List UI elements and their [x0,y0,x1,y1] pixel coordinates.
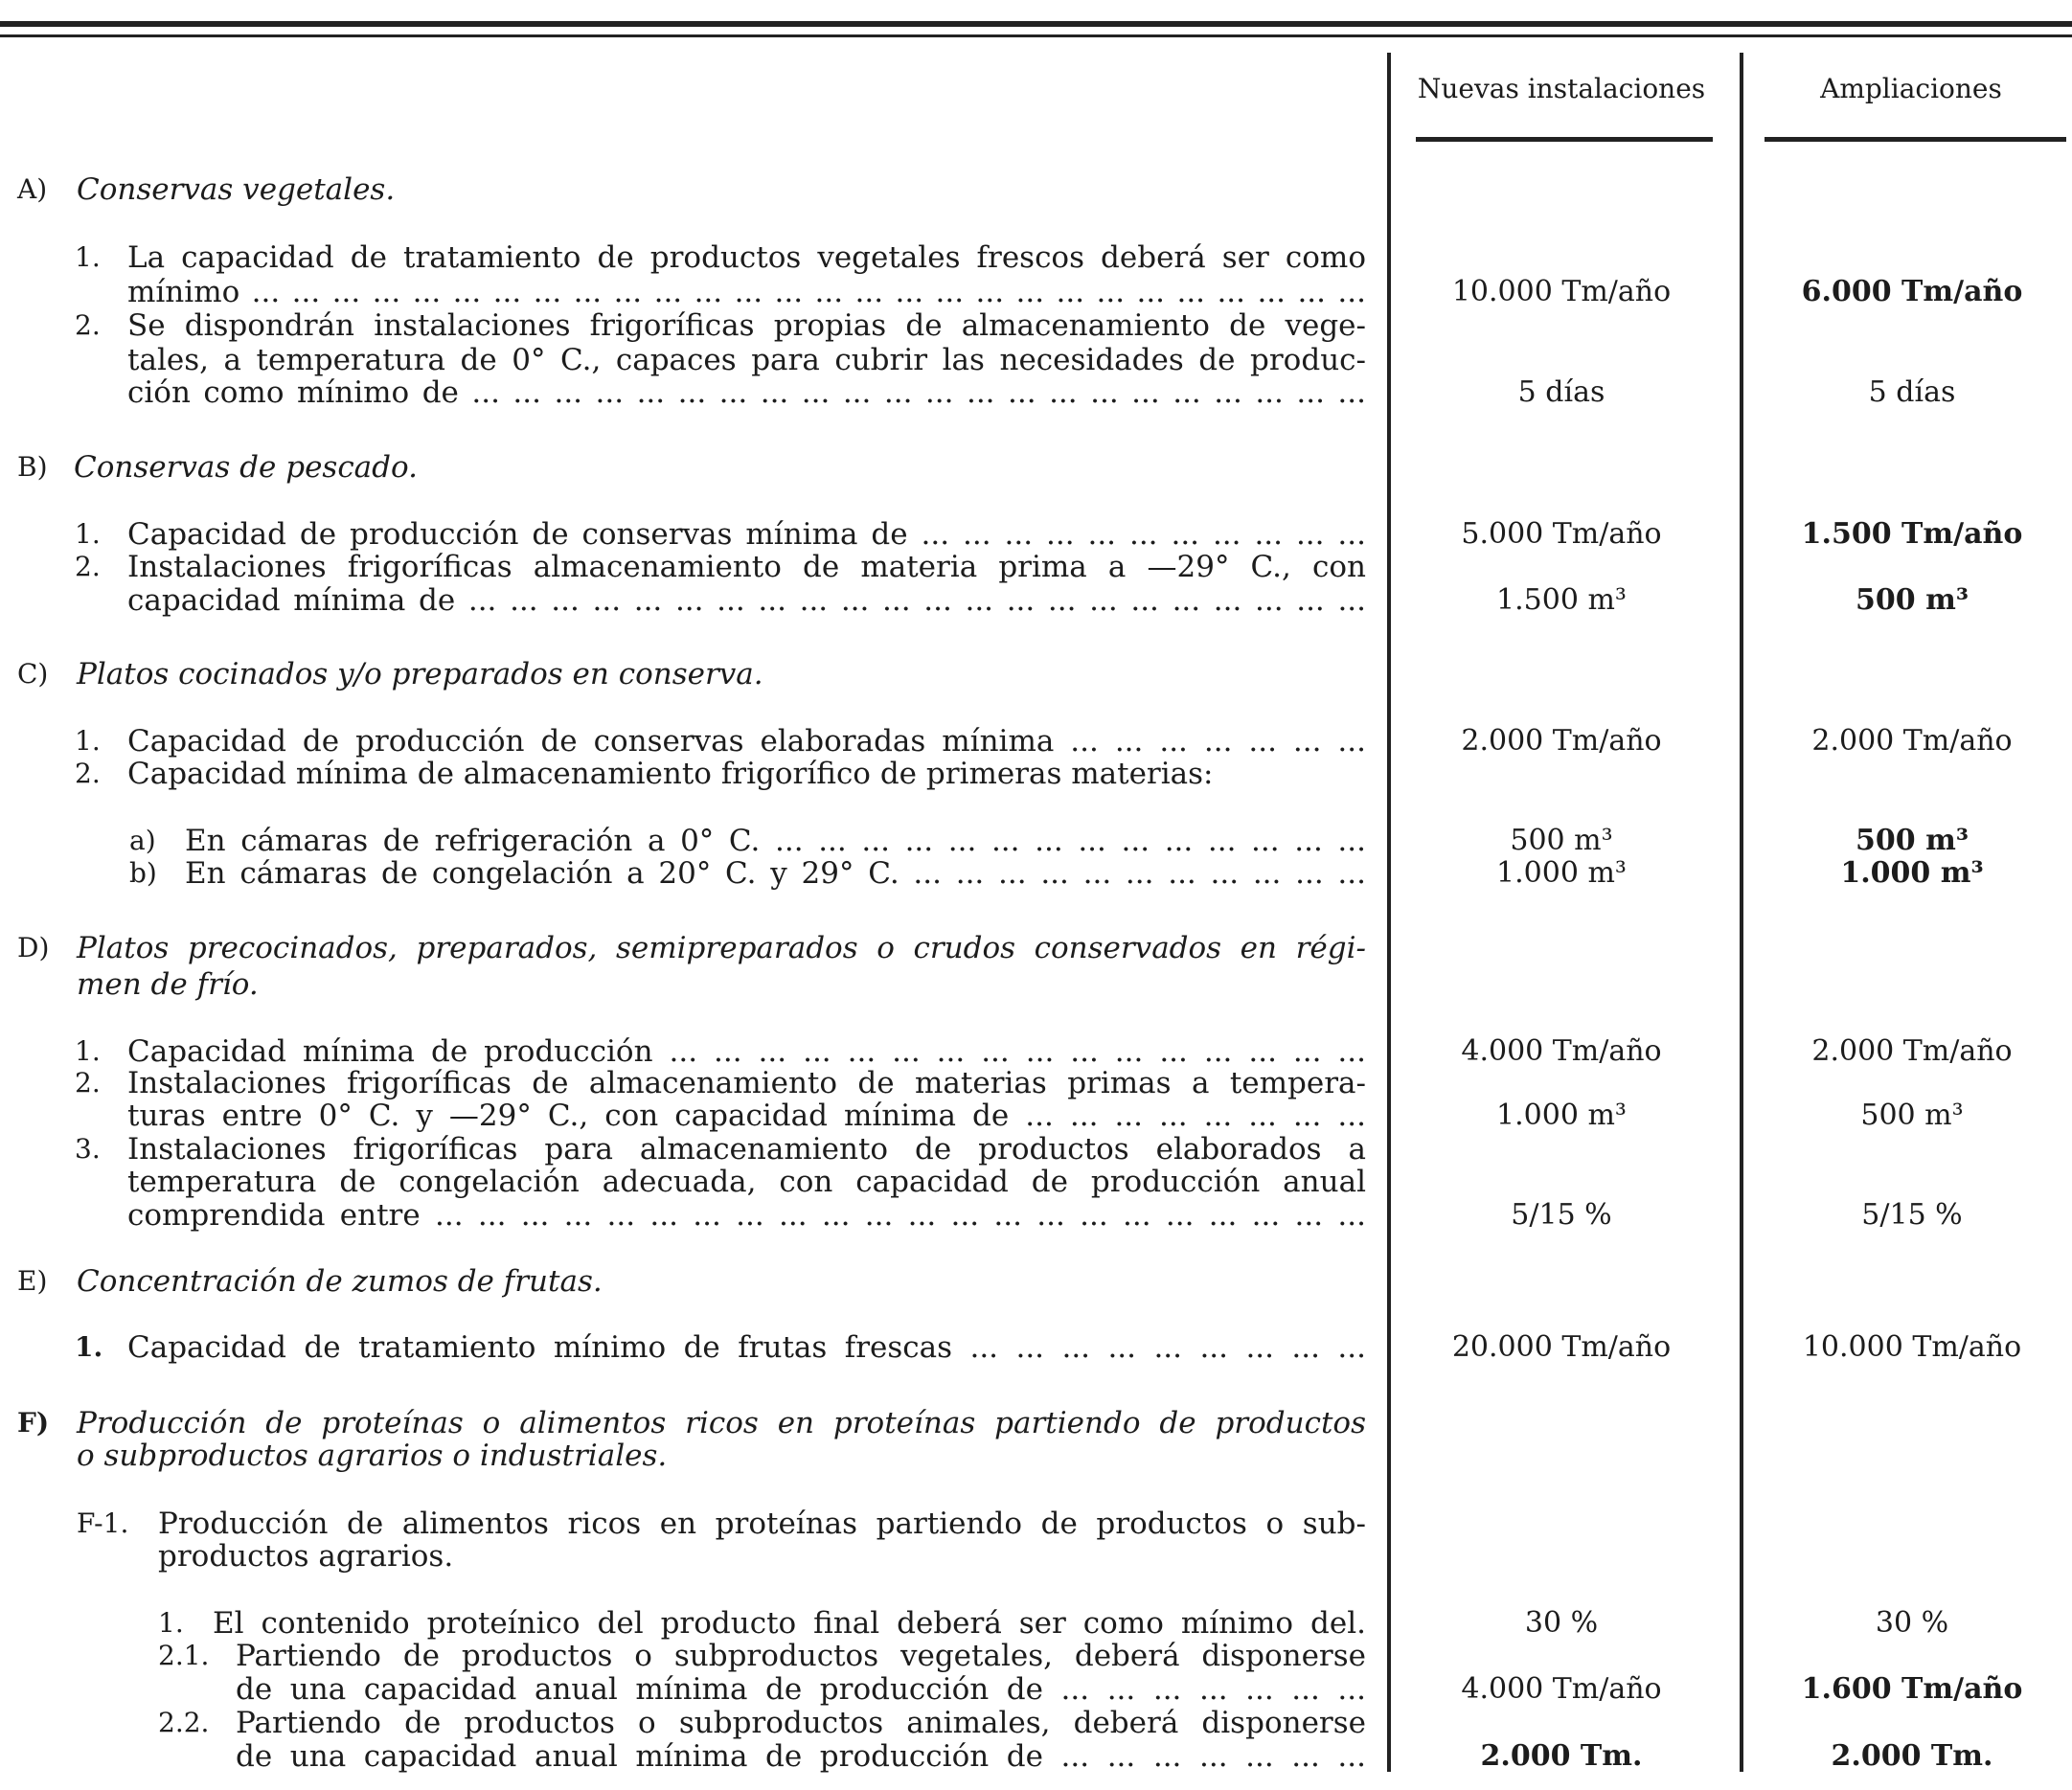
f1-1-number: 1. [158,1607,184,1639]
c2-line1: Capacidad mínima de almacenamiento frigorífico de primeras materias: [127,757,1214,791]
c2b-nuevas-value: 1.000 m³ [1496,856,1627,890]
section-c-letter: C) [17,658,49,690]
f1-21-line1: Partiendo de productos o subproductos vegetales, deberá disponerse [236,1639,1366,1673]
c2b-line1: En cámaras de congelación a 20° C. y 29° C. ... ... ... ... ... ... ... ... ... ... ... [185,856,1366,891]
d3-nuevas-value: 5/15 % [1511,1198,1612,1232]
e1-line1: Capacidad de tratamiento mínimo de frutas frescas ... ... ... ... ... ... ... ... ... [127,1330,1366,1365]
b1-nuevas-value: 5.000 Tm/año [1461,517,1662,551]
d3-line1: Instalaciones frigoríficas para almacenamiento de productos elaborados a [127,1132,1366,1167]
section-f-letter: F) [17,1407,50,1439]
c2a-line1: En cámaras de refrigeración a 0° C. ... ... ... ... ... ... ... ... ... ... ... ... ... ... [185,824,1366,858]
a2-ampliaciones-value: 5 días [1868,375,1956,409]
c2a-ampliaciones-value: 500 m³ [1856,824,1969,857]
f1-21-number: 2.1. [158,1640,210,1671]
section-e-title: Concentración de zumos de frutas. [77,1264,603,1299]
d1-ampliaciones-value: 2.000 Tm/año [1811,1034,2013,1068]
section-f-title-line1: Producción de proteínas o alimentos ricos en proteínas partiendo de productos [77,1406,1366,1440]
a2-line3: ción como mínimo de ... ... ... ... ... ... ... ... ... ... ... ... ... ... ... ... ... ... ... ... ... ... [127,375,1366,410]
d2-number: 2. [75,1067,101,1099]
d3-number: 3. [75,1133,101,1165]
column-header-rule-2 [1765,137,2066,142]
c2b-label: b) [129,857,157,889]
section-f-title-line2: o subproductos agrarios o industriales. [77,1439,668,1473]
f1-22-nuevas-value: 2.000 Tm. [1480,1739,1643,1773]
f1-22-number: 2.2. [158,1707,210,1738]
f1-22-line2: de una capacidad anual mínima de producción de ... ... ... ... ... ... ... [236,1739,1366,1774]
f1-21-line2: de una capacidad anual mínima de producción de ... ... ... ... ... ... ... [236,1672,1366,1707]
b2-line2: capacidad mínima de ... ... ... ... ... ... ... ... ... ... ... ... ... ... ... ... ... ... ... ... ... ... [127,583,1366,618]
f1-1-ampliaciones-value: 30 % [1875,1606,1949,1640]
b2-number: 2. [75,551,101,582]
b2-ampliaciones-value: 500 m³ [1856,583,1969,617]
d1-nuevas-value: 4.000 Tm/año [1461,1034,1662,1068]
column-header-rule-1 [1416,137,1713,142]
d3-line3: comprendida entre ... ... ... ... ... ... ... ... ... ... ... ... ... ... ... ... ... ... ... ... ... ... [127,1198,1366,1233]
column-header-nuevas: Nuevas instalaciones [1417,73,1706,104]
f1-1-line1: El contenido proteínico del producto final deberá ser como mínimo del. [213,1606,1366,1641]
section-b-letter: B) [17,451,48,483]
d3-ampliaciones-value: 5/15 % [1861,1198,1963,1232]
top-rule-thin [0,34,2072,37]
section-b-title: Conservas de pescado. [74,450,418,485]
a2-line2: tales, a temperatura de 0° C., capaces para cubrir las necesidades de produc- [127,343,1366,377]
e1-ampliaciones-value: 10.000 Tm/año [1802,1330,2022,1364]
d2-nuevas-value: 1.000 m³ [1496,1099,1627,1132]
section-a-letter: A) [17,173,48,205]
e1-number: 1. [75,1331,103,1363]
f1-21-ampliaciones-value: 1.600 Tm/año [1801,1672,2023,1706]
b1-number: 1. [75,518,101,550]
f1-1-nuevas-value: 30 % [1524,1606,1599,1640]
c1-ampliaciones-value: 2.000 Tm/año [1811,724,2013,758]
f1-line2: productos agrarios. [158,1539,454,1574]
a2-line1: Se dispondrán instalaciones frigoríficas propias de almacenamiento de vege- [127,308,1366,343]
d2-line1: Instalaciones frigoríficas de almacenamiento de materias primas a tempera- [127,1066,1366,1100]
top-rule-thick [0,21,2072,27]
b2-line1: Instalaciones frigoríficas almacenamiento de materia prima a —29° C., con [127,550,1366,584]
d2-ampliaciones-value: 500 m³ [1860,1099,1964,1132]
c2a-nuevas-value: 500 m³ [1510,824,1613,857]
a1-nuevas-value: 10.000 Tm/año [1451,275,1672,308]
c2-number: 2. [75,758,101,789]
column-divider-left [1387,53,1391,1772]
c2b-ampliaciones-value: 1.000 m³ [1840,856,1984,890]
a1-ampliaciones-value: 6.000 Tm/año [1801,275,2023,308]
c1-line1: Capacidad de producción de conservas elaboradas mínima ... ... ... ... ... ... ... [127,724,1366,759]
b1-ampliaciones-value: 1.500 Tm/año [1801,517,2023,551]
f1-22-line1: Partiendo de productos o subproductos animales, deberá disponerse [236,1706,1366,1740]
section-d-letter: D) [17,932,50,963]
f1-line1: Producción de alimentos ricos en proteínas partiendo de productos o sub- [158,1507,1366,1541]
d1-number: 1. [75,1035,101,1067]
f1-label: F-1. [77,1507,129,1539]
section-e-letter: E) [17,1265,48,1297]
c1-nuevas-value: 2.000 Tm/año [1461,724,1662,758]
column-divider-right [1740,53,1743,1772]
section-d-title-line2: men de frío. [77,967,259,1002]
d1-line1: Capacidad mínima de producción ... ... ... ... ... ... ... ... ... ... ... ... ... ... ... ... [127,1034,1366,1069]
b1-line1: Capacidad de producción de conservas mínima de ... ... ... ... ... ... ... ... ... ... ... [127,517,1366,552]
e1-nuevas-value: 20.000 Tm/año [1451,1330,1672,1364]
a1-line2: mínimo ... ... ... ... ... ... ... ... ... ... ... ... ... ... ... ... ... ... ... ... ... ... ... ... ... ... ... ... [127,275,1366,309]
f1-22-ampliaciones-value: 2.000 Tm. [1831,1739,1993,1773]
b2-nuevas-value: 1.500 m³ [1496,583,1627,617]
d3-line2: temperatura de congelación adecuada, con capacidad de producción anual [127,1165,1366,1199]
a1-line1: La capacidad de tratamiento de productos vegetales frescos deberá ser como [127,240,1366,275]
d2-line2: turas entre 0° C. y —29° C., con capacidad mínima de ... ... ... ... ... ... ... ... [127,1099,1366,1133]
c1-number: 1. [75,725,101,757]
section-c-title: Platos cocinados y/o preparados en conserva. [77,657,763,691]
c2a-label: a) [129,825,156,856]
f1-21-nuevas-value: 4.000 Tm/año [1461,1672,1662,1706]
a2-number: 2. [75,309,101,341]
section-a-title: Conservas vegetales. [77,172,396,207]
section-d-title-line1: Platos precocinados, preparados, semipreparados o crudos conservados en régi- [77,931,1366,965]
a2-nuevas-value: 5 días [1517,375,1605,409]
a1-number: 1. [75,241,101,273]
column-header-ampliaciones: Ampliaciones [1820,73,2002,104]
